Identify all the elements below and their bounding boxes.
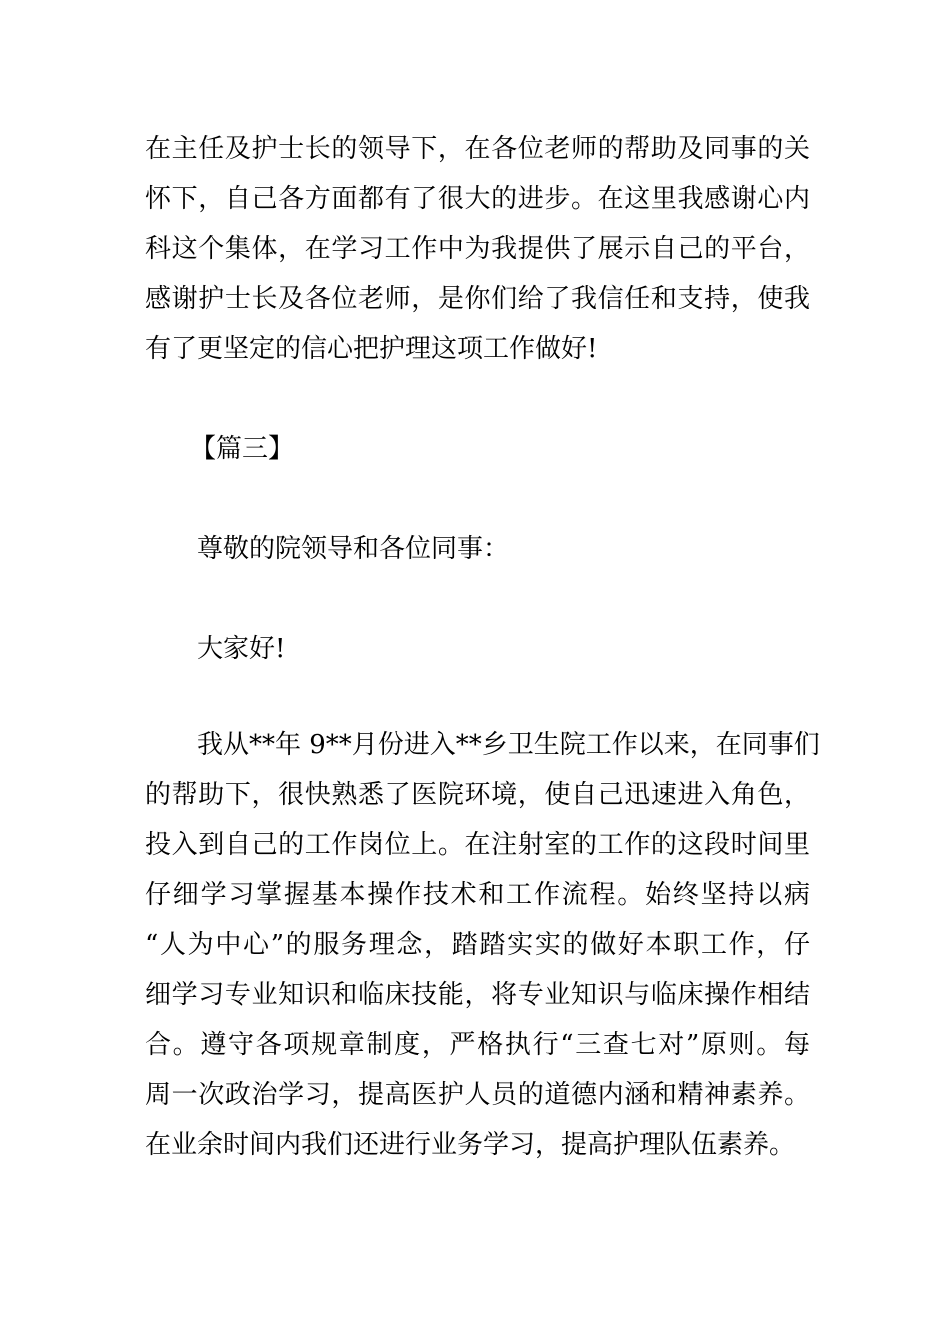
paragraph-first-line [197,720,820,770]
section-heading: 【篇三】 [190,434,295,464]
paragraph-line: 投入到自己的工作岗位上。在注射室的工作的这段时间里 [145,830,810,860]
paragraph-line: 的帮助下，很快熟悉了医院环境，使自己迅速进入角色， [145,780,810,810]
paragraph-line: 怀下，自己各方面都有了很大的进步。在这里我感谢心内 [145,184,810,214]
paragraph-line: 周一次政治学习，提高医护人员的道德内涵和精神素养。 [145,1080,810,1110]
paragraph-line: 我从**年 9**月份进入**乡卫生院工作以来，在同事们 [197,730,820,760]
paragraph-line: 在业余时间内我们还进行业务学习，提高护理队伍素养。 [145,1130,796,1160]
paragraph-continuation [145,124,810,374]
paragraph-line: “人为中心”的服务理念，踏踏实实的做好本职工作，仔 [145,930,810,960]
paragraph-line: 科这个集体，在学习工作中为我提供了展示自己的平台， [145,234,810,264]
salutation: 尊敬的院领导和各位同事： [197,534,510,564]
paragraph-line: 感谢护士长及各位老师，是你们给了我信任和支持，使我 [145,284,810,314]
paragraph-line: 有了更坚定的信心把护理这项工作做好! [145,334,598,364]
paragraph-line: 仔细学习掌握基本操作技术和工作流程。始终坚持以病 [145,880,810,910]
paragraph-line: 细学习专业知识和临床技能，将专业知识与临床操作相结 [145,980,810,1010]
greeting: 大家好! [197,634,286,664]
paragraph-body [145,770,810,1170]
paragraph-line: 合。遵守各项规章制度，严格执行“三查七对”原则。每 [145,1030,810,1060]
paragraph-line: 在主任及护士长的领导下，在各位老师的帮助及同事的关 [145,134,810,164]
